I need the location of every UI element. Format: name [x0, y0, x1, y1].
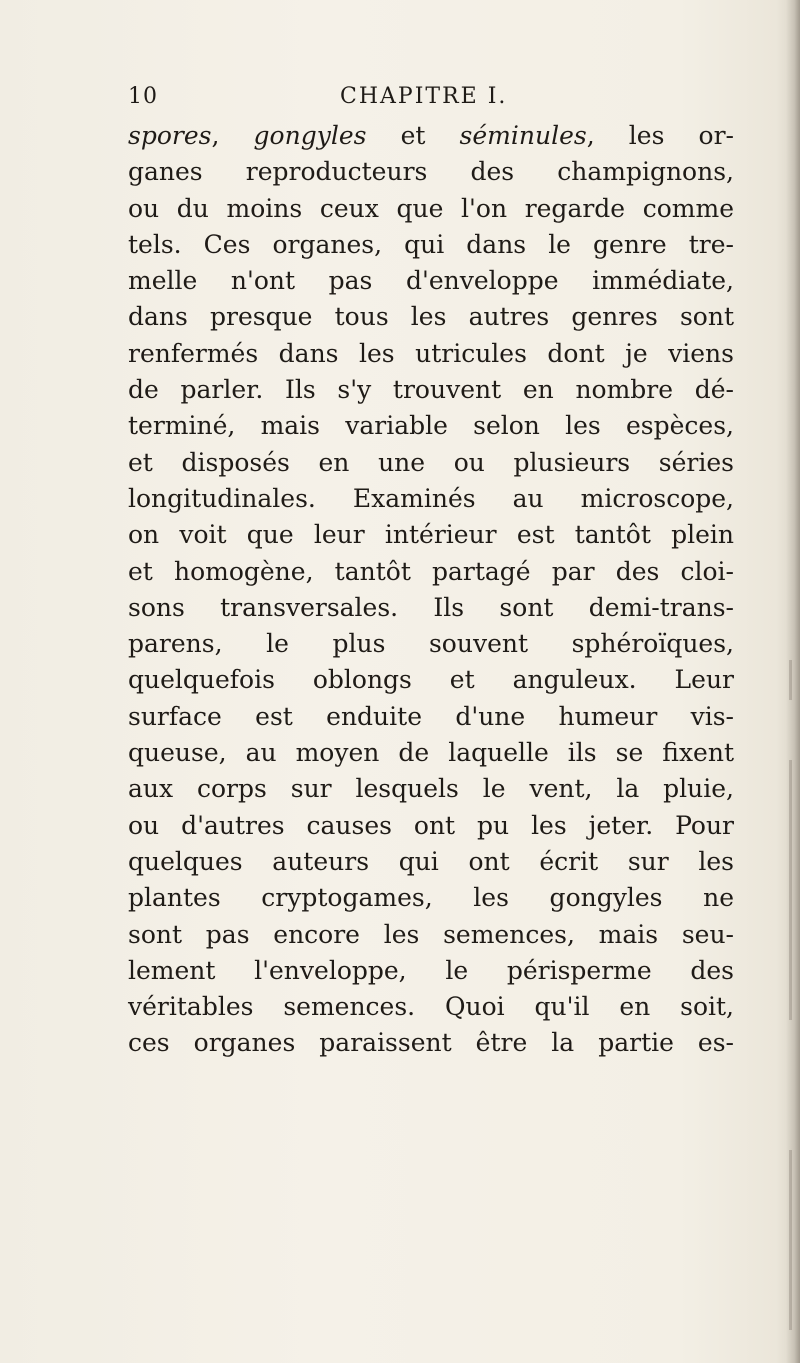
text-line: surface est enduite d'une humeur vis- [128, 701, 734, 731]
text-line: terminé, mais variable selon les espèces, [128, 411, 734, 441]
edge-mark [789, 1150, 792, 1330]
text-fragment: , les or- [586, 121, 734, 150]
text-line: renfermés dans les utricules dont je viens [128, 338, 734, 368]
page-header [128, 84, 728, 114]
text-line: melle n'ont pas d'enveloppe immédiate, [128, 266, 734, 296]
text-line: dans presque tous les autres genres sont [128, 302, 734, 332]
text-line: et homogène, tantôt partagé par des cloi- [128, 556, 734, 586]
text-line: ou d'autres causes ont pu les jeter. Pour [128, 810, 734, 840]
text-line: parens, le plus souvent sphéroïques, [128, 629, 734, 659]
edge-mark [789, 760, 792, 1020]
text-line: quelquefois oblongs et anguleux. Leur [128, 665, 734, 695]
text-fragment: , [211, 121, 254, 150]
text-line: on voit que leur intérieur est tantôt plein [128, 520, 734, 550]
term-seminules: séminules [459, 121, 587, 150]
text-line: longitudinales. Examinés au microscope, [128, 483, 734, 513]
text-line: lement l'enveloppe, le périsperme des [128, 955, 734, 985]
text-line: de parler. Ils s'y trouvent en nombre dé- [128, 375, 734, 405]
text-line: queuse, au moyen de laquelle ils se fixent [128, 738, 734, 768]
text-line: quelques auteurs qui ont écrit sur les [128, 846, 734, 876]
body-text [128, 118, 734, 1062]
text-line: sons transversales. Ils sont demi-trans- [128, 592, 734, 622]
running-title: CHAPITRE I. [340, 84, 508, 109]
term-spores: spores [128, 121, 212, 150]
text-line: véritables semences. Quoi qu'il en soit, [128, 992, 734, 1022]
text-line: plantes cryptogames, les gongyles ne [128, 883, 734, 913]
text-line: tels. Ces organes, qui dans le genre tre- [128, 229, 734, 259]
text-line [128, 118, 734, 154]
text-line: sont pas encore les semences, mais seu- [128, 919, 734, 949]
text-line: ou du moins ceux que l'on regarde comme [128, 193, 734, 223]
text-line: et disposés en une ou plusieurs séries [128, 447, 734, 477]
text-line: ganes reproducteurs des champignons, [128, 157, 734, 187]
edge-mark [789, 660, 792, 700]
term-gongyles: gongyles [253, 121, 367, 150]
text-fragment: et [366, 121, 460, 150]
text-line: aux corps sur lesquels le vent, la pluie, [128, 774, 734, 804]
page-number: 10 [128, 84, 158, 109]
text-line: ces organes paraissent être la partie es- [128, 1028, 734, 1058]
